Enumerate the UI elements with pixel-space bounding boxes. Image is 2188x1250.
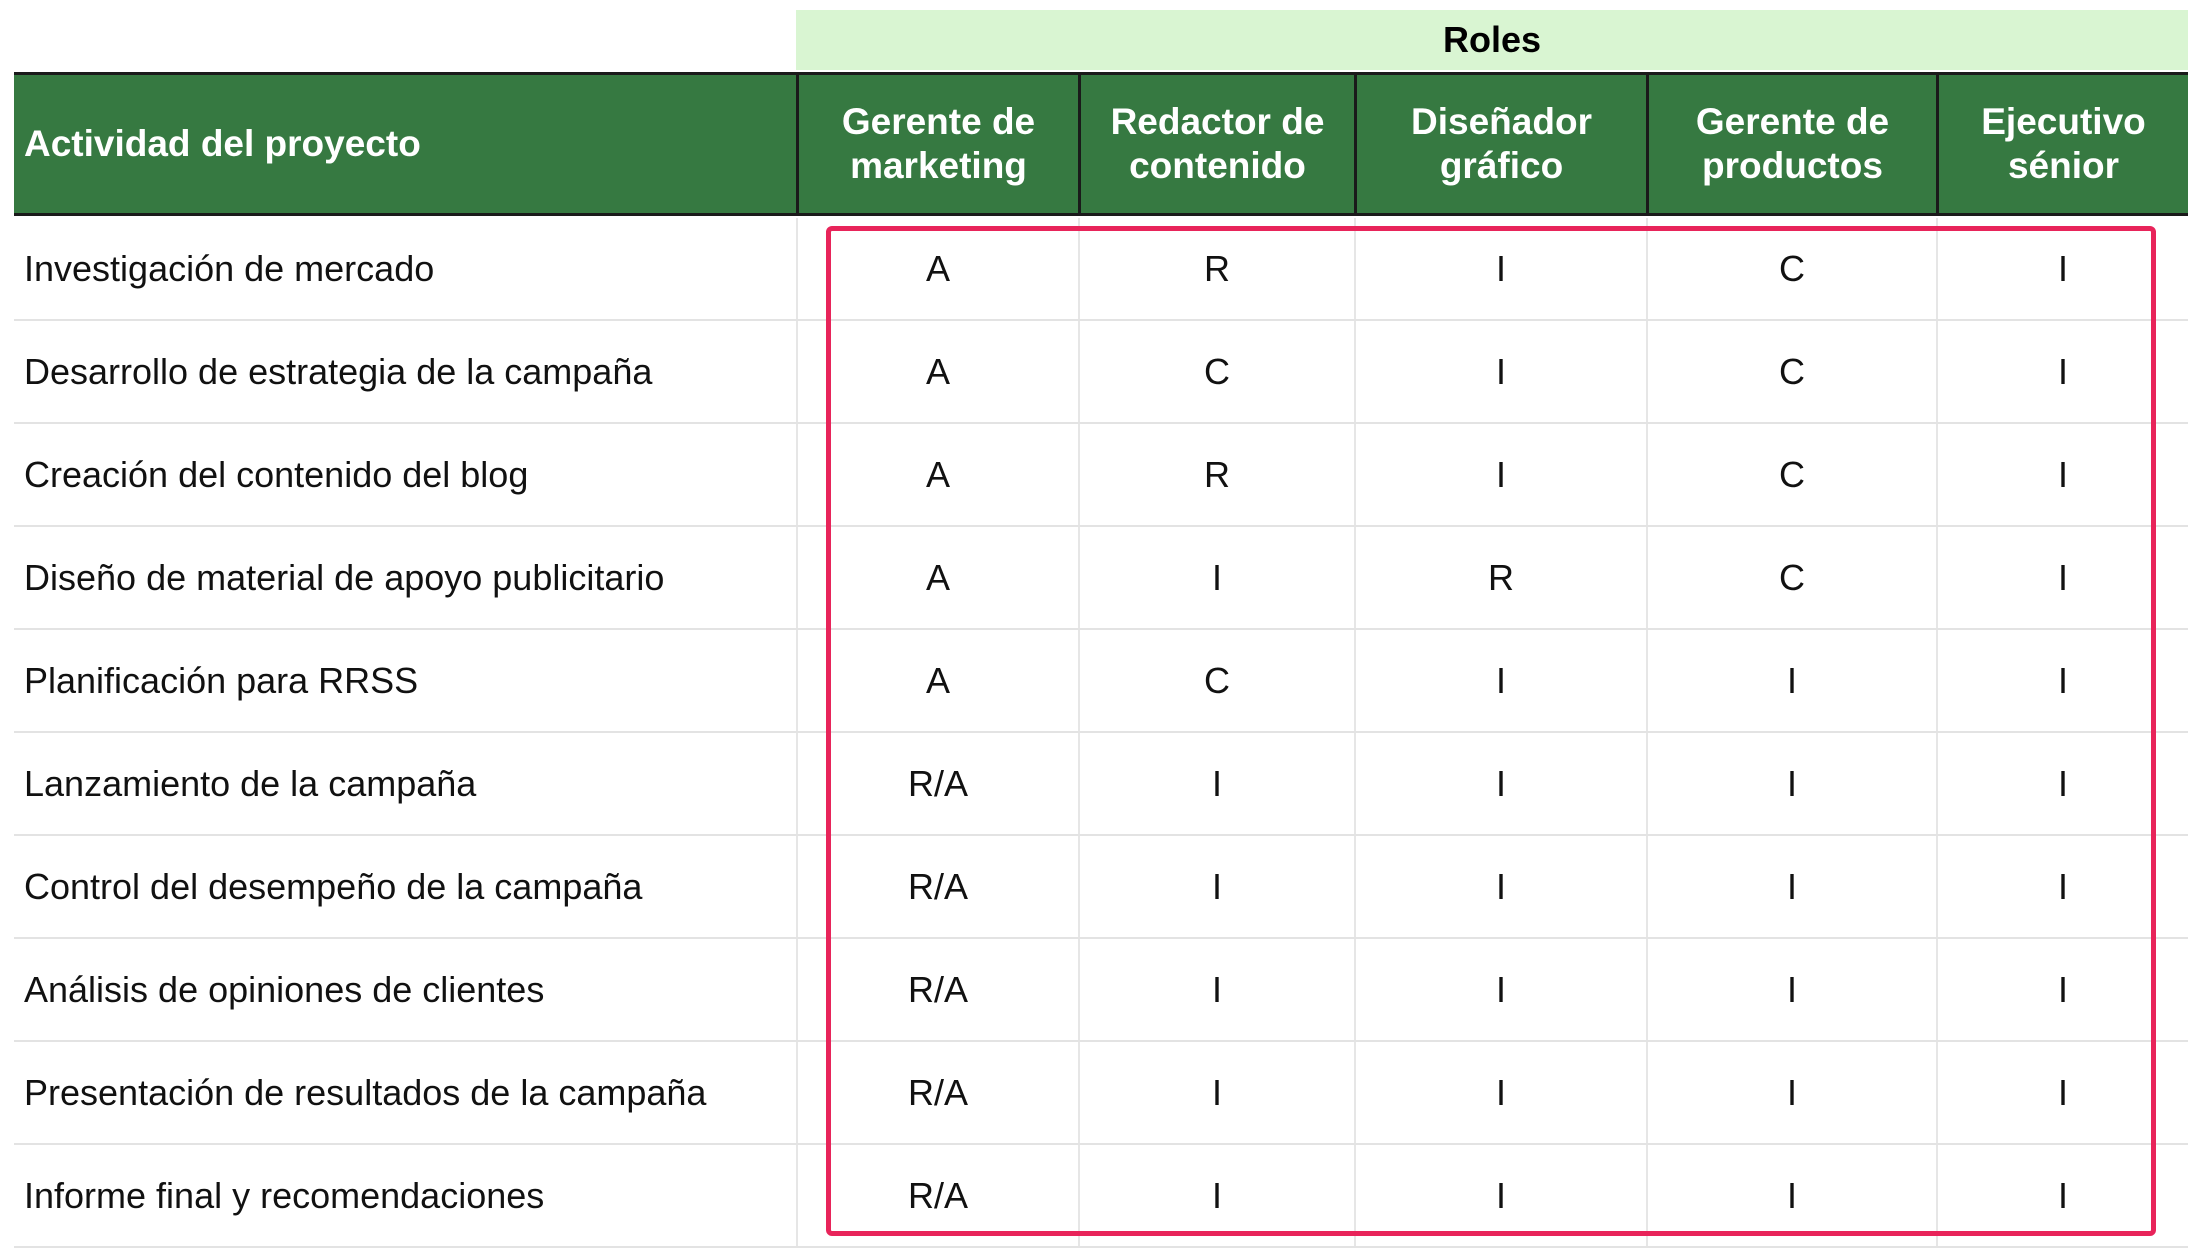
raci-cell: I	[1936, 527, 2188, 628]
table-row	[14, 218, 2188, 321]
raci-cell: I	[1646, 1145, 1936, 1246]
raci-cell: I	[1936, 424, 2188, 525]
role-header-product-manager: Gerente de productos	[1646, 75, 1936, 213]
raci-cell: I	[1646, 939, 1936, 1040]
activity-column-header: Actividad del proyecto	[24, 123, 421, 164]
raci-cell: I	[1078, 939, 1354, 1040]
raci-cell: I	[1936, 1042, 2188, 1143]
table-row	[14, 630, 2188, 733]
raci-cell: I	[1936, 733, 2188, 834]
raci-cell: R	[1078, 218, 1354, 319]
raci-cell: I	[1354, 836, 1646, 937]
roles-group-header: Roles	[796, 10, 2188, 70]
activity-cell: Planificación para RRSS	[24, 659, 419, 701]
raci-cell: R	[1354, 527, 1646, 628]
raci-cell: I	[1936, 939, 2188, 1040]
raci-cell: I	[1354, 939, 1646, 1040]
raci-cell: I	[1936, 321, 2188, 422]
activity-cell: Creación del contenido del blog	[24, 453, 529, 495]
raci-cell: C	[1078, 630, 1354, 731]
raci-cell: I	[1078, 733, 1354, 834]
raci-cell: R/A	[796, 733, 1078, 834]
table-row	[14, 321, 2188, 424]
role-header-graphic-designer: Diseñador gráfico	[1354, 75, 1646, 213]
raci-cell: C	[1646, 527, 1936, 628]
activity-cell: Diseño de material de apoyo publicitario	[24, 556, 665, 598]
activity-cell: Control del desempeño de la campaña	[24, 865, 643, 907]
raci-cell: I	[1936, 836, 2188, 937]
table-row	[14, 733, 2188, 836]
activity-cell: Presentación de resultados de la campaña	[24, 1071, 707, 1113]
table-row	[14, 939, 2188, 1042]
activity-cell: Desarrollo de estrategia de la campaña	[24, 350, 653, 392]
raci-cell: I	[1646, 630, 1936, 731]
table-row	[14, 1145, 2188, 1248]
raci-cell: I	[1078, 836, 1354, 937]
table-row	[14, 1042, 2188, 1145]
raci-cell: I	[1078, 527, 1354, 628]
raci-cell: A	[796, 321, 1078, 422]
raci-cell: A	[796, 218, 1078, 319]
raci-cell: I	[1354, 1042, 1646, 1143]
raci-cell: R	[1078, 424, 1354, 525]
raci-cell: C	[1646, 424, 1936, 525]
raci-cell: R/A	[796, 939, 1078, 1040]
raci-cell: I	[1646, 733, 1936, 834]
raci-cell: R/A	[796, 1042, 1078, 1143]
raci-cell: A	[796, 424, 1078, 525]
raci-cell: A	[796, 630, 1078, 731]
role-header-senior-executive: Ejecutivo sénior	[1936, 75, 2188, 213]
role-header-content-writer: Redactor de contenido	[1078, 75, 1354, 213]
raci-cell: I	[1646, 1042, 1936, 1143]
raci-cell: I	[1936, 1145, 2188, 1246]
raci-cell: R/A	[796, 836, 1078, 937]
raci-cell: I	[1354, 218, 1646, 319]
raci-cell: I	[1078, 1042, 1354, 1143]
raci-cell: A	[796, 527, 1078, 628]
table-row	[14, 527, 2188, 630]
raci-cell: I	[1646, 836, 1936, 937]
raci-cell: R/A	[796, 1145, 1078, 1246]
raci-cell: I	[1354, 630, 1646, 731]
raci-cell: I	[1078, 1145, 1354, 1246]
raci-cell: I	[1354, 424, 1646, 525]
table-row	[14, 424, 2188, 527]
raci-cell: I	[1354, 321, 1646, 422]
role-header-marketing-manager: Gerente de marketing	[796, 75, 1078, 213]
table-row	[14, 836, 2188, 939]
activity-cell: Análisis de opiniones de clientes	[24, 968, 545, 1010]
raci-cell: C	[1646, 321, 1936, 422]
raci-cell: I	[1936, 630, 2188, 731]
activity-cell: Investigación de mercado	[24, 247, 435, 289]
table-header-row	[14, 72, 2188, 216]
raci-cell: I	[1354, 1145, 1646, 1246]
raci-cell: C	[1078, 321, 1354, 422]
activity-cell: Lanzamiento de la campaña	[24, 762, 477, 804]
raci-cell: C	[1646, 218, 1936, 319]
raci-cell: I	[1354, 733, 1646, 834]
activity-cell: Informe final y recomendaciones	[24, 1174, 545, 1216]
raci-cell: I	[1936, 218, 2188, 319]
